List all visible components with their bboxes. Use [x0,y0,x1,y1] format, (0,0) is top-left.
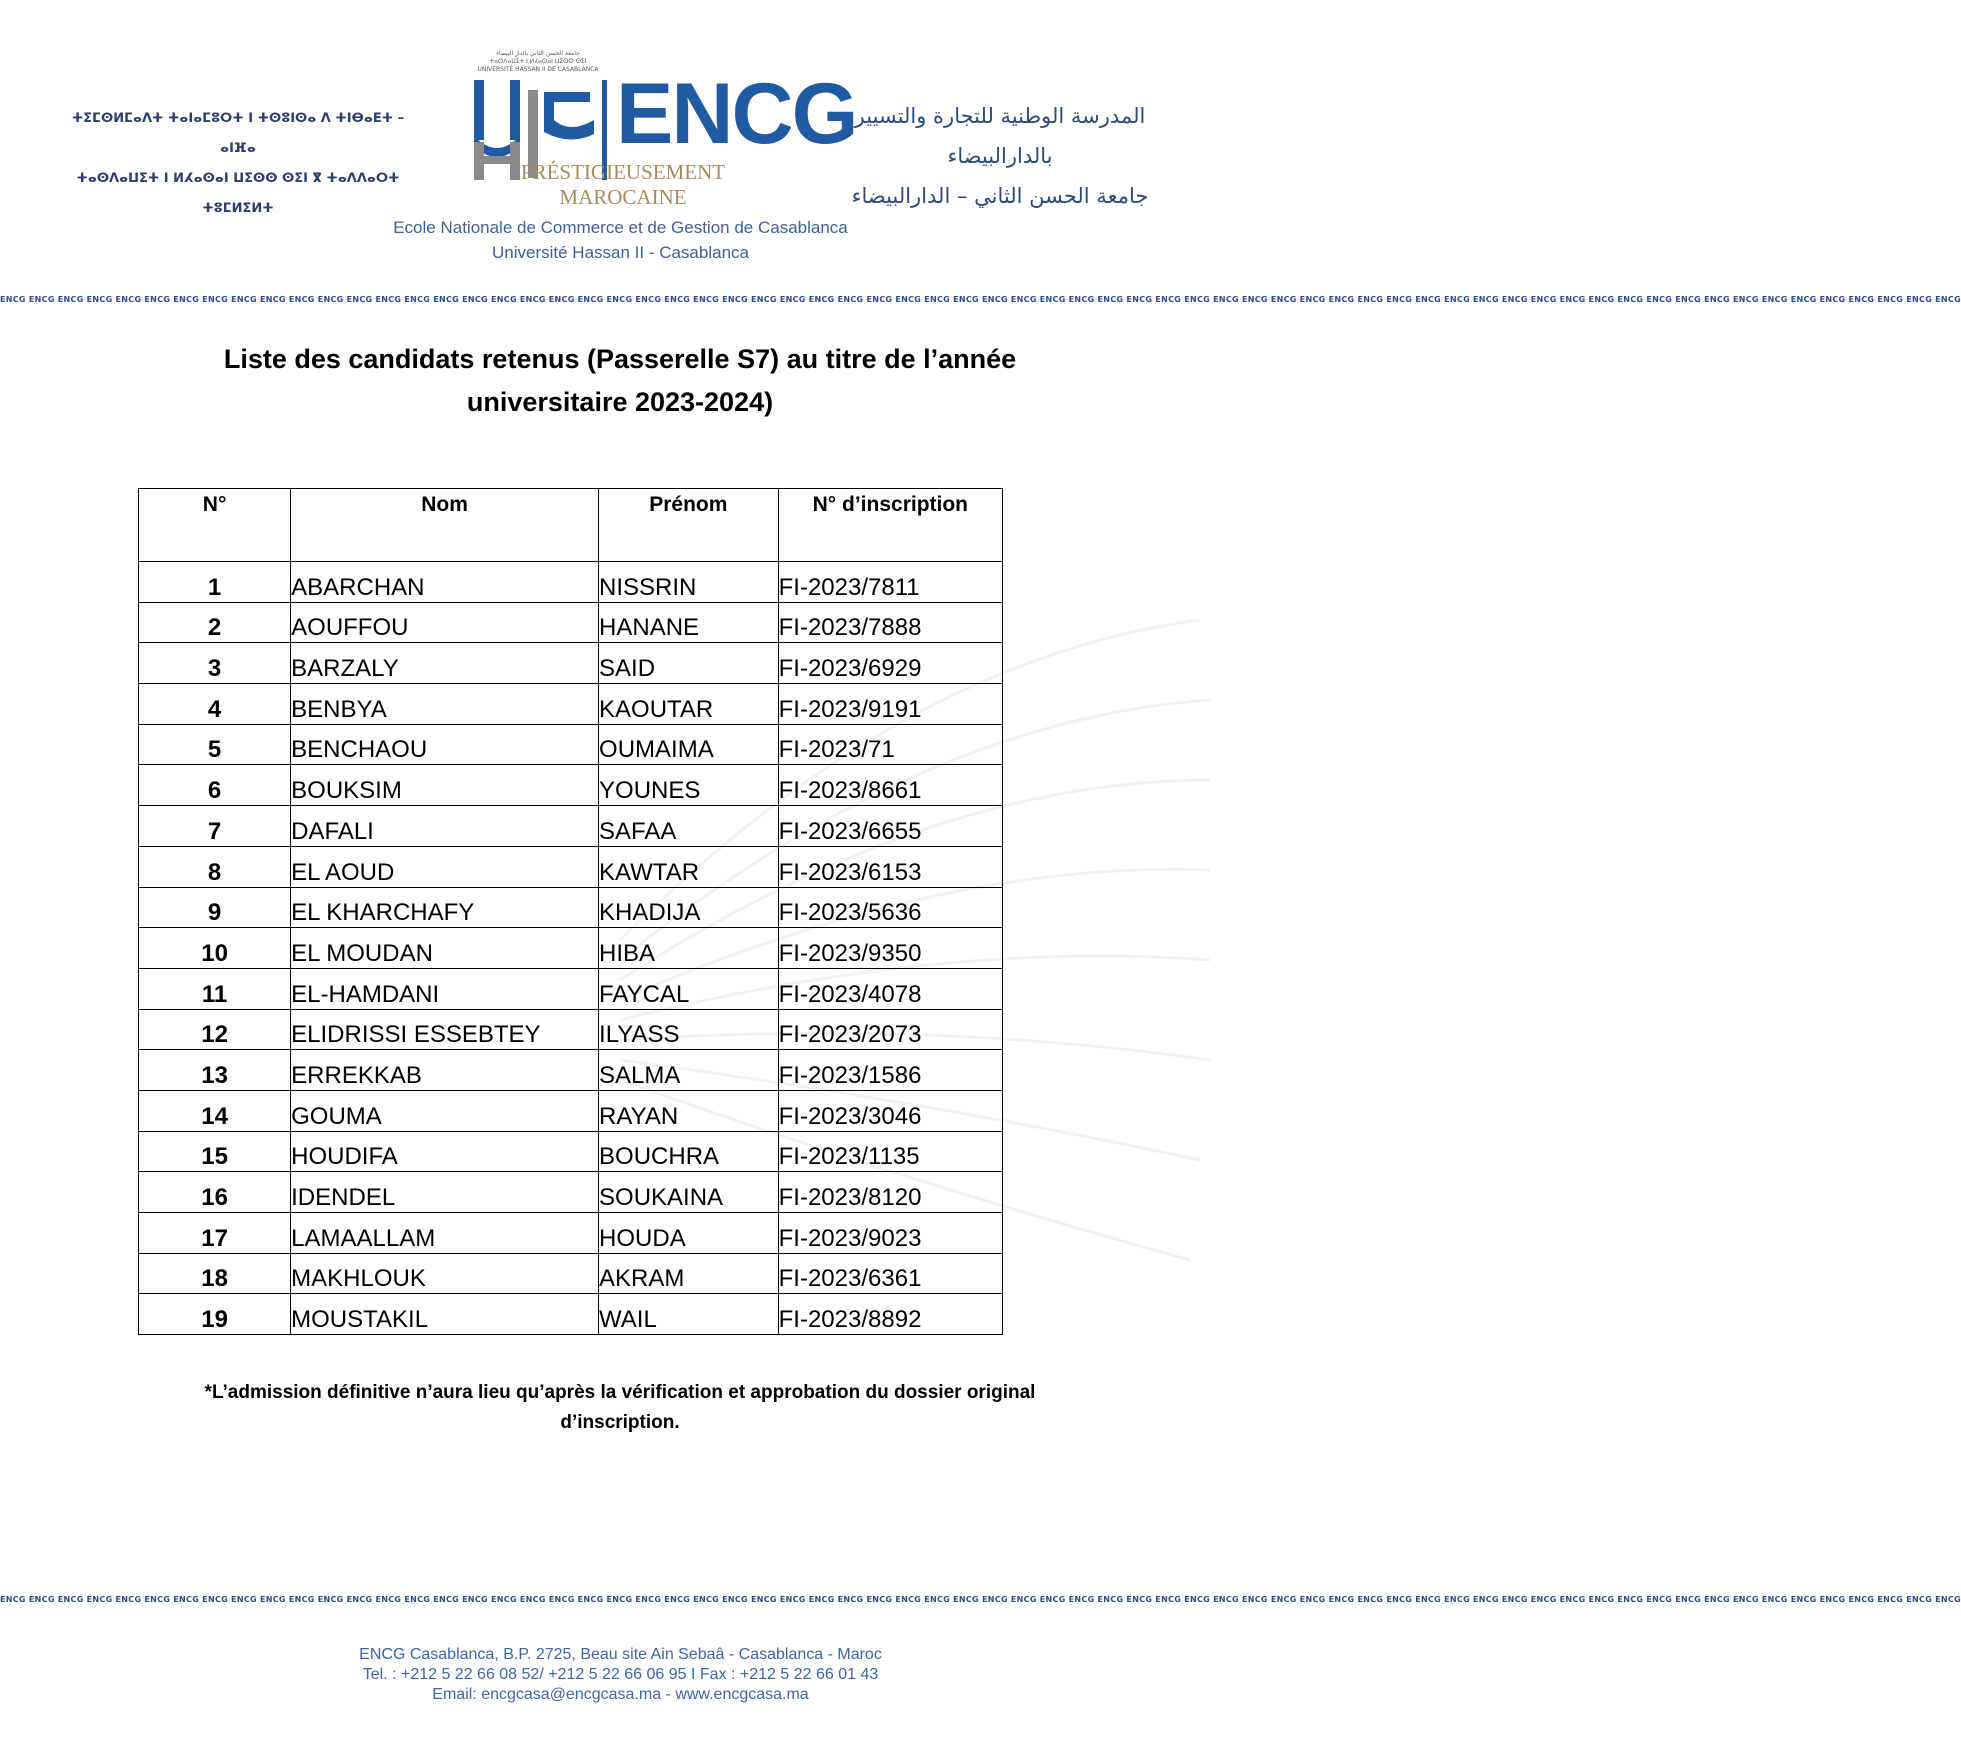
title-line-1: Liste des candidats retenus (Passerelle S7) au titre de l’année [223,344,1017,374]
cell-nom: EL AOUD [291,846,599,887]
cell-nom: BOUKSIM [291,765,599,806]
table-row [139,643,1003,684]
cell-num: 13 [139,1050,291,1091]
table-row [139,1172,1003,1213]
cell-prenom: BOUCHRA [599,1131,779,1172]
cell-num: 12 [139,1009,291,1050]
table-row [139,846,1003,887]
cell-prenom: KAWTAR [599,846,779,887]
cell-nom: BENCHAOU [291,724,599,765]
cell-prenom: NISSRIN [599,562,779,603]
university-name: Université Hassan II - Casablanca [491,243,749,262]
column-header-prenom: Prénom [599,489,779,562]
cell-nom: ABARCHAN [291,562,599,603]
cell-num: 3 [139,643,291,684]
table-row [139,806,1003,847]
note-line-2: d’inscription. [560,1412,680,1433]
cell-prenom: WAIL [599,1294,779,1335]
cell-num: 17 [139,1213,291,1254]
table-row [139,968,1003,1009]
table-row [139,562,1003,603]
logo-university-text [468,50,608,74]
cell-nom: MOUSTAKIL [291,1294,599,1335]
logo-top-line-french: UNIVERSITÉ HASSAN II DE CASABLANCA [477,66,599,73]
cell-num: 2 [139,602,291,643]
cell-inscription: FI-2023/7811 [778,562,1002,603]
cell-num: 5 [139,724,291,765]
cell-prenom: AKRAM [599,1253,779,1294]
arabic-line-2: جامعة الحسن الثاني – الدارالبيضاء [851,184,1149,208]
cell-inscription: FI-2023/6153 [778,846,1002,887]
cell-prenom: KAOUTAR [599,684,779,725]
cell-inscription: FI-2023/8661 [778,765,1002,806]
cell-inscription: FI-2023/71 [778,724,1002,765]
encg-logo [468,50,857,209]
cell-inscription: FI-2023/6361 [778,1253,1002,1294]
table-row [139,1050,1003,1091]
cell-num: 16 [139,1172,291,1213]
cell-inscription: FI-2023/6929 [778,643,1002,684]
cell-inscription: FI-2023/9023 [778,1213,1002,1254]
table-row [139,602,1003,643]
cell-num: 11 [139,968,291,1009]
cell-prenom: FAYCAL [599,968,779,1009]
footer-phone: Tel. : +212 5 22 66 08 52/ +212 5 22 66 06 95 I Fax : +212 5 22 66 01 43 [362,1666,879,1683]
cell-inscription: FI-2023/1586 [778,1050,1002,1091]
cell-inscription: FI-2023/7888 [778,602,1002,643]
cell-prenom: ILYASS [599,1009,779,1050]
cell-prenom: SOUKAINA [599,1172,779,1213]
cell-prenom: RAYAN [599,1090,779,1131]
cell-nom: EL KHARCHAFY [291,887,599,928]
cell-num: 8 [139,846,291,887]
table-body [139,562,1003,1335]
column-header-num: N° [139,489,291,562]
candidates-table [138,488,1003,1335]
table-row [139,1294,1003,1335]
cell-inscription: FI-2023/8892 [778,1294,1002,1335]
cell-nom: BENBYA [291,684,599,725]
table-header-row [139,489,1003,562]
note-line-1: *L’admission définitive n’aura lieu qu’après la vérification et approbation du dossier original [204,1382,1036,1403]
cell-inscription: FI-2023/6655 [778,806,1002,847]
cell-inscription: FI-2023/5636 [778,887,1002,928]
tifinagh-line-2: ⵜⴰⵙⴷⴰⵡⵉⵜ ⵏ ⵍⵃⴰⵙⴰⵏ ⵡⵉⵙⵙ ⵙⵉⵏ ⴳ ⵜⴰⴷⴷⴰⵔⵜ ⵜⵓⵎⵍⵉⵍⵜ [76,171,400,216]
table-row [139,928,1003,969]
table-row [139,887,1003,928]
cell-prenom: SAID [599,643,779,684]
logo-tagline: PRÉSTIGIEUSEMENT MAROCAINE [520,160,726,209]
footer-address: ENCG Casablanca, B.P. 2725, Beau site Ain Sebaâ - Casablanca - Maroc [359,1646,882,1663]
logo-top-line-arabic: جامعة الحسن الثاني بالدار البيضاء [496,50,580,57]
table-row [139,1213,1003,1254]
cell-inscription: FI-2023/4078 [778,968,1002,1009]
cell-nom: HOUDIFA [291,1131,599,1172]
cell-num: 15 [139,1131,291,1172]
cell-num: 6 [139,765,291,806]
cell-inscription: FI-2023/8120 [778,1172,1002,1213]
cell-prenom: HOUDA [599,1213,779,1254]
cell-inscription: FI-2023/2073 [778,1009,1002,1050]
tifinagh-line-1: ⵜⵉⵎⵙⵍⵎⴰⴷⵜ ⵜⴰⵏⴰⵎⵓⵔⵜ ⵏ ⵜⵙⵓⵏⵙⴰ ⴷ ⵜⵏⴱⴰⴹⵜ – ⴰⵏⴼⴰ [71,111,405,156]
cell-inscription: FI-2023/9350 [778,928,1002,969]
arabic-school-name [820,96,1180,216]
cell-nom: IDENDEL [291,1172,599,1213]
cell-prenom: HANANE [599,602,779,643]
cell-prenom: HIBA [599,928,779,969]
cell-num: 4 [139,684,291,725]
cell-prenom: YOUNES [599,765,779,806]
footer-email: Email: encgcasa@encgcasa.ma - www.encgcasa.ma [432,1686,809,1703]
cell-prenom: OUMAIMA [599,724,779,765]
cell-nom: BARZALY [291,643,599,684]
logo-top-line-tifinagh: ⵜⴰⵙⴷⴰⵡⵉⵜ ⵏ ⵍⵃⴰⵙⴰⵏ ⵡⵉⵙⵙ ⵙⵉⵏ [489,58,587,65]
footer-contact [0,1645,1241,1705]
cell-nom: GOUMA [291,1090,599,1131]
cell-prenom: KHADIJA [599,887,779,928]
cell-nom: MAKHLOUK [291,1253,599,1294]
column-header-inscription: N° d’inscription [778,489,1002,562]
table-row [139,765,1003,806]
title-line-2: universitaire 2023-2024) [466,387,774,417]
cell-num: 9 [139,887,291,928]
cell-inscription: FI-2023/1135 [778,1131,1002,1172]
cell-prenom: SAFAA [599,806,779,847]
table-row [139,724,1003,765]
school-name: Ecole Nationale de Commerce et de Gestion de Casablanca [393,218,848,237]
cell-nom: ERREKKAB [291,1050,599,1091]
table-row [139,1131,1003,1172]
column-header-nom: Nom [291,489,599,562]
school-subtitle [0,215,1241,265]
arabic-line-1: المدرسة الوطنية للتجارة والتسيير بالدارالبيضاء [854,104,1146,168]
cell-nom: ELIDRISSI ESSEBTEY [291,1009,599,1050]
encg-pattern-strip-top: ENCG ENCG ENCG ENCG ENCG ENCG ENCG ENCG ENCG ENCG ENCG ENCG ENCG ENCG ENCG ENCG ENCG ENCG ENCG ENCG ENCG ENCG ENCG ENCG ENCG ENCG ENCG ENCG ENCG ENCG ENCG ENCG ENCG ENCG ENCG ENCG ENCG ENCG ENCG ENCG ENCG ENCG ENCG ENCG ENCG ENCG ENCG ENCG ENCG ENCG ENCG ENCG ENCG ENCG ENCG ENCG ENCG ENCG ENCG ENCG ENCG ENCG ENCG ENCG ENCG ENCG ENCG ENCG [0,295,1961,304]
tifinagh-school-name [58,104,418,224]
table-row [139,1253,1003,1294]
cell-num: 1 [139,562,291,603]
cell-nom: AOUFFOU [291,602,599,643]
table-row [139,1090,1003,1131]
admission-note [160,1378,1080,1438]
cell-num: 7 [139,806,291,847]
cell-num: 14 [139,1090,291,1131]
cell-num: 10 [139,928,291,969]
encg-pattern-strip-bottom: ENCG ENCG ENCG ENCG ENCG ENCG ENCG ENCG ENCG ENCG ENCG ENCG ENCG ENCG ENCG ENCG ENCG ENCG ENCG ENCG ENCG ENCG ENCG ENCG ENCG ENCG ENCG ENCG ENCG ENCG ENCG ENCG ENCG ENCG ENCG ENCG ENCG ENCG ENCG ENCG ENCG ENCG ENCG ENCG ENCG ENCG ENCG ENCG ENCG ENCG ENCG ENCG ENCG ENCG ENCG ENCG ENCG ENCG ENCG ENCG ENCG ENCG ENCG ENCG ENCG ENCG ENCG ENCG [0,1595,1961,1604]
cell-num: 18 [139,1253,291,1294]
cell-nom: EL MOUDAN [291,928,599,969]
logo-brand: ENCG [616,66,857,162]
cell-num: 19 [139,1294,291,1335]
table-row [139,1009,1003,1050]
letterhead [0,0,1241,280]
cell-inscription: FI-2023/9191 [778,684,1002,725]
document-title [140,338,1100,424]
cell-nom: LAMAALLAM [291,1213,599,1254]
cell-nom: DAFALI [291,806,599,847]
cell-nom: EL-HAMDANI [291,968,599,1009]
table-row [139,684,1003,725]
cell-inscription: FI-2023/3046 [778,1090,1002,1131]
cell-prenom: SALMA [599,1050,779,1091]
